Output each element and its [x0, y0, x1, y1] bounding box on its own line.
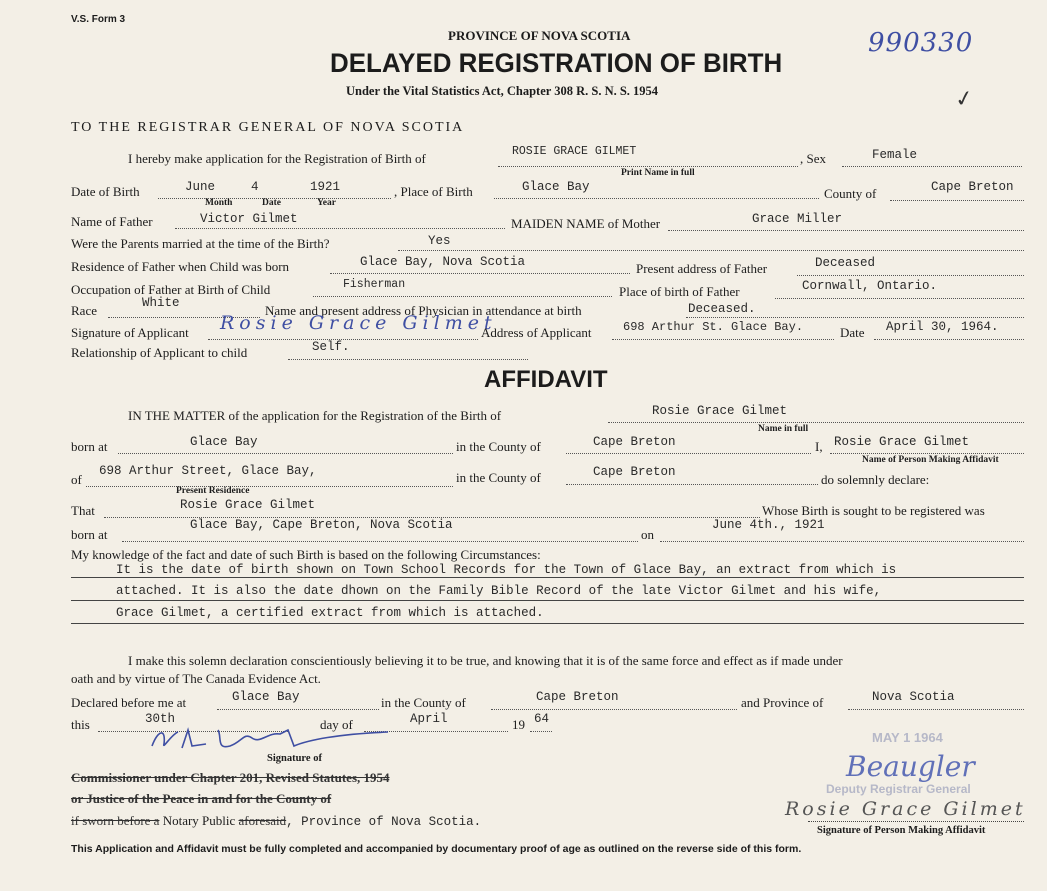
registrar-stamp — [822, 728, 1002, 798]
of-label: of — [71, 472, 82, 487]
born-place-value: Glace Bay, Cape Breton, Nova Scotia — [190, 518, 453, 532]
present-address-label: Present address of Father — [636, 261, 768, 276]
year-prefix: 19 — [512, 717, 525, 732]
date-label: Date — [840, 325, 865, 340]
aforesaid-struck: aforesaid — [238, 813, 287, 828]
county-value: Cape Breton — [931, 180, 1014, 194]
matter-label: IN THE MATTER of the application for the Registration of the Birth of — [128, 408, 502, 423]
dob-label: Date of Birth — [71, 184, 140, 199]
sex-label: , Sex — [800, 151, 826, 166]
physician-value: Deceased. — [688, 302, 756, 316]
whose-birth-label: Whose Birth is sought to be registered was — [762, 503, 985, 518]
declare-label: do solemnly declare: — [821, 472, 930, 487]
sworn-before-struck: if sworn before a — [71, 813, 160, 828]
dob-month-value: June — [185, 180, 216, 194]
notary-line — [71, 813, 481, 829]
day-value: 30th — [145, 712, 176, 726]
married-value: Yes — [428, 234, 451, 248]
mother-maiden-value: Grace Miller — [752, 212, 843, 226]
year-value: 64 — [534, 712, 550, 726]
date-hint: Date — [262, 198, 281, 208]
affiant-signature-label: Signature of Person Making Affidavit — [817, 825, 986, 836]
married-label: Were the Parents married at the time of the Birth? — [71, 236, 330, 251]
circumstance-line: It is the date of birth shown on Town School Records for the Town of Glace Bay, an extract from which is — [116, 563, 897, 577]
addressee: TO THE REGISTRAR GENERAL OF NOVA SCOTIA — [71, 120, 465, 135]
father-pob-value: Cornwall, Ontario. — [802, 279, 938, 293]
occupation-value: Fisherman — [343, 278, 406, 291]
applicant-signature: Rosie Grace Gilmet — [220, 312, 497, 334]
race-value: White — [142, 296, 180, 310]
born-date-value: June 4th., 1921 — [712, 518, 825, 532]
declared-place-value: Glace Bay — [232, 690, 300, 704]
relationship-label: Relationship of Applicant to child — [71, 345, 248, 360]
solemn-line2: oath and by virtue of The Canada Evidence Act. — [71, 671, 321, 686]
father-present-value: Deceased — [815, 256, 876, 270]
child-name-value: ROSIE GRACE GILMET — [512, 145, 637, 158]
form-id: V.S. Form 3 — [71, 14, 126, 25]
declarant-name: Rosie Grace Gilmet — [834, 435, 970, 449]
signature-of-label: Signature of — [267, 753, 322, 764]
registrar-signature: Beaugler — [846, 750, 975, 783]
i-label: I, — [815, 439, 823, 454]
applicant-address-value: 698 Arthur St. Glace Bay. — [623, 320, 804, 334]
commissioner-signature-icon — [148, 724, 408, 756]
intro-label: I hereby make application for the Registration of Birth of — [128, 151, 426, 166]
father-pob-label: Place of birth of Father — [619, 284, 740, 299]
sex-value: Female — [872, 148, 918, 162]
footer-note: This Application and Affidavit must be fully completed and accompanied by documentary proof of age as outlined on the reverse side of this form. — [71, 843, 802, 855]
declared-label: Declared before me at — [71, 695, 187, 710]
knowledge-label: My knowledge of the fact and date of such Birth is based on the following Circumstances: — [71, 547, 541, 562]
father-label: Name of Father — [71, 214, 153, 229]
name-in-full-hint: Name in full — [758, 424, 809, 434]
province-label: and Province of — [741, 695, 824, 710]
affidavit-heading: AFFIDAVIT — [484, 366, 608, 393]
residence-county-value: Cape Breton — [593, 465, 676, 479]
province-value: Nova Scotia — [872, 690, 955, 704]
in-county-label: in the County of — [456, 439, 541, 454]
that-name-value: Rosie Grace Gilmet — [180, 498, 316, 512]
relationship-value: Self. — [312, 340, 350, 354]
pob-value: Glace Bay — [522, 180, 590, 194]
print-name-hint: Print Name in full — [621, 168, 695, 178]
residence-label: Residence of Father when Child was born — [71, 259, 290, 274]
form-title: DELAYED REGISTRATION OF BIRTH — [330, 48, 783, 78]
born-at2-label: born at — [71, 527, 108, 542]
born-at-value: Glace Bay — [190, 435, 258, 449]
residence-hint: Present Residence — [176, 486, 250, 496]
pob-label: , Place of Birth — [394, 184, 473, 199]
applicant-address-label: Address of Applicant — [481, 325, 592, 340]
county-label: County of — [824, 186, 877, 201]
month-value: April — [410, 712, 448, 726]
father-name-value: Victor Gilmet — [200, 212, 298, 226]
declarant-hint: Name of Person Making Affidavit — [862, 455, 999, 465]
this-label: this — [71, 717, 90, 732]
stamp-title: Deputy Registrar General — [826, 782, 971, 796]
on-label: on — [641, 527, 654, 542]
dob-year-value: 1921 — [310, 180, 341, 194]
residence-county-label: in the County of — [456, 470, 541, 485]
maiden-label: MAIDEN NAME of Mother — [511, 216, 661, 231]
justice-struck-line: or Justice of the Peace in and for the County of — [71, 791, 332, 806]
province-header: PROVINCE OF NOVA SCOTIA — [448, 28, 631, 43]
father-residence-value: Glace Bay, Nova Scotia — [360, 255, 526, 269]
affiant-signature: Rosie Grace Gilmet — [785, 798, 1026, 820]
dob-day-value: 4 — [251, 180, 259, 194]
affidavit-child-name: Rosie Grace Gilmet — [652, 404, 788, 418]
physician-label: Name and present address of Physician in attendance at birth — [265, 303, 582, 318]
notary-label: Notary Public — [162, 813, 236, 828]
month-hint: Month — [205, 198, 233, 208]
day-of-label: day of — [320, 717, 353, 732]
affidavit-county-value: Cape Breton — [593, 435, 676, 449]
occupation-label: Occupation of Father at Birth of Child — [71, 282, 271, 297]
stamp-date: MAY 1 1964 — [872, 730, 943, 745]
residence-value: 698 Arthur Street, Glace Bay, — [99, 464, 317, 478]
application-date-value: April 30, 1964. — [886, 320, 999, 334]
circumstance-line: attached. It is also the date dhown on the Family Bible Record of the late Victor Gilmet and his wife, — [116, 584, 882, 598]
applicant-signature-label: Signature of Applicant — [71, 325, 189, 340]
born-at-label: born at — [71, 439, 108, 454]
year-hint: Year — [317, 198, 336, 208]
form-subtitle: Under the Vital Statistics Act, Chapter 308 R. S. N. S. 1954 — [346, 84, 659, 98]
check-mark-icon: ✓ — [952, 84, 976, 113]
notary-province: , Province of Nova Scotia. — [286, 815, 482, 829]
declared-county-label: in the County of — [381, 695, 466, 710]
circumstance-line: Grace Gilmet, a certified extract from which is attached. — [116, 606, 544, 620]
declared-county-value: Cape Breton — [536, 690, 619, 704]
registration-number: 990330 — [868, 28, 974, 58]
that-label: That — [71, 503, 95, 518]
commissioner-struck-line: Commissioner under Chapter 201, Revised Statutes, 1954 — [71, 770, 390, 785]
solemn-line1: I make this solemn declaration conscientiously believing it to be true, and knowing that it is of the same force and effect as if made under — [128, 653, 843, 668]
race-label: Race — [71, 303, 97, 318]
